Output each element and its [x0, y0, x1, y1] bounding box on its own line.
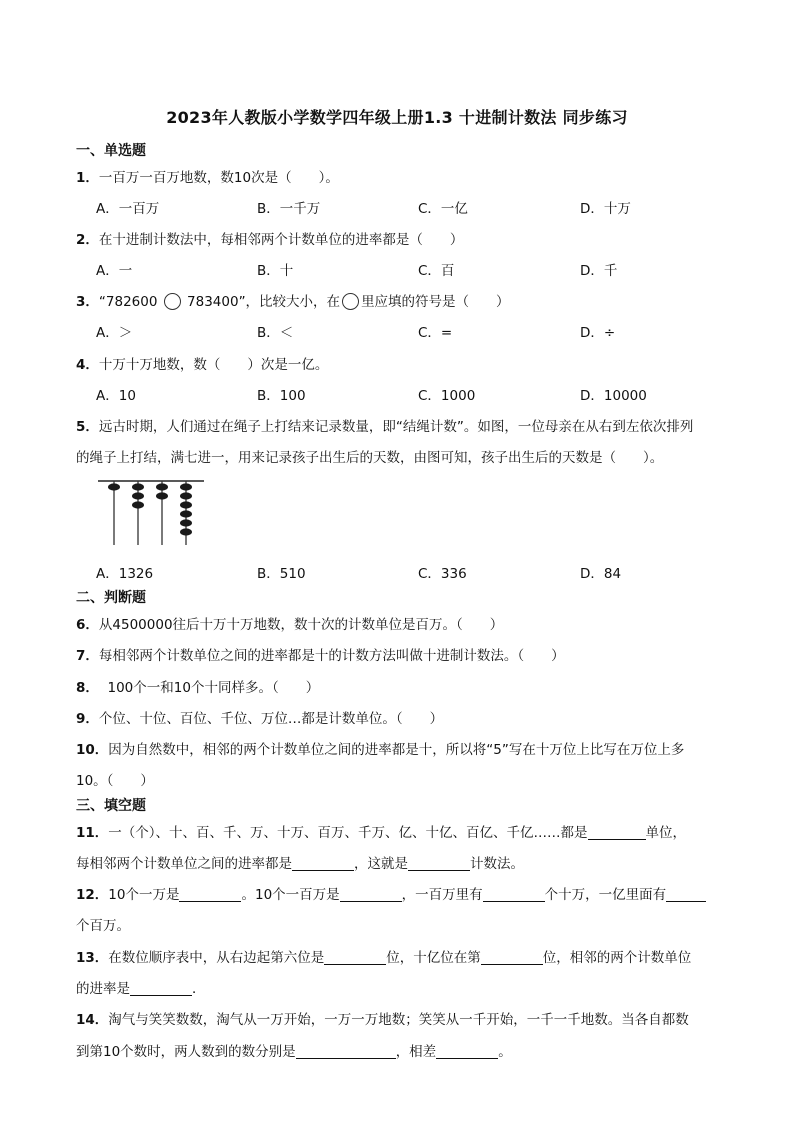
question-text: 位，相邻的两个计数单位: [542, 950, 692, 966]
question-14: [76, 1008, 689, 1028]
question-2: [76, 228, 463, 248]
question-text: 因为自然数中，相邻的两个计数单位之间的进率都是十，所以将“5”写在十万位上比写在万位上多: [108, 742, 685, 758]
question-text: 每相邻两个计数单位之间的进率都是: [76, 856, 292, 872]
question-number: 9．: [76, 711, 99, 727]
question-text: 十万十万地数，数（ ）次是一亿。: [98, 357, 329, 373]
question-number: 2．: [76, 232, 99, 248]
page-title: 2023年人教版小学数学四年级上册1.3 十进制计数法 同步练习: [166, 108, 628, 127]
answer-blank[interactable]: [179, 887, 241, 902]
question-text: ，一百万里有: [401, 887, 483, 903]
answer-blank[interactable]: [436, 1044, 498, 1059]
question-14-continued: [76, 1040, 512, 1060]
q3-option-c: C．=: [418, 325, 453, 341]
q4-option-d: D．10000: [580, 388, 647, 404]
question-5: [76, 415, 693, 435]
question-text: 在十进制计数法中，每相邻两个计数单位的进率都是（ ）: [98, 232, 464, 248]
question-text: 的进率是: [76, 981, 130, 997]
knot: [156, 492, 168, 499]
knotted-rope-figure: [98, 477, 208, 547]
question-text: ，相差: [395, 1044, 437, 1060]
question-text: 淘气与笑笑数数，淘气从一万开始，一万一万地数；笑笑从一千开始，一千一千地数。当各自都数: [108, 1012, 689, 1028]
q5-option-b: B．510: [257, 566, 306, 582]
question-text: 100个一和10个十同样多。（ ）: [107, 680, 320, 696]
q1-option-d: D．十万: [580, 201, 631, 217]
question-6: [76, 613, 503, 633]
knot: [132, 492, 144, 499]
question-text: 在数位顺序表中，从右边起第六位是: [108, 950, 325, 966]
section-heading-true-false: 二、判断题: [76, 590, 146, 606]
question-text: 单位，: [645, 825, 687, 841]
question-number: 6．: [76, 617, 99, 633]
question-number: 11．: [76, 825, 109, 841]
section-heading-single-choice: 一、单选题: [76, 143, 146, 159]
q2-option-a: A．一: [96, 263, 133, 279]
q3-option-a: A．＞: [96, 325, 133, 341]
question-7: [76, 644, 565, 664]
q2-option-c: C．百: [418, 263, 455, 279]
knot: [108, 483, 120, 490]
question-11-continued: [76, 852, 524, 872]
knot: [156, 483, 168, 490]
question-13: [76, 946, 691, 966]
answer-blank[interactable]: [296, 1044, 396, 1059]
answer-blank[interactable]: [483, 887, 545, 902]
q5-option-a: A．1326: [96, 566, 154, 582]
question-text: 每相邻两个计数单位之间的进率都是十的计数方法叫做十进制计数法。（ ）: [98, 648, 565, 664]
q4-option-b: B．100: [257, 388, 306, 404]
question-text: 里应填的符号是（ ）: [361, 294, 510, 310]
question-text: 。: [498, 1044, 512, 1060]
question-number: 5．: [76, 419, 99, 435]
knot: [132, 501, 144, 508]
question-text: ．: [192, 981, 206, 997]
section-heading-fill-in: 三、填空题: [76, 798, 146, 814]
question-number: 13．: [76, 950, 109, 966]
knot: [180, 501, 192, 508]
q3-option-d: D．÷: [580, 325, 616, 341]
question-number: 14．: [76, 1012, 109, 1028]
answer-blank[interactable]: [408, 856, 470, 871]
knot: [180, 519, 192, 526]
q1-option-b: B．一千万: [257, 201, 321, 217]
question-text: 位，十亿位在第: [386, 950, 481, 966]
q2-option-b: B．十: [257, 263, 294, 279]
q4-option-c: C．1000: [418, 388, 476, 404]
question-number: 7．: [76, 648, 99, 664]
question-text: 。10个一百万是: [241, 887, 340, 903]
question-number: 3．: [76, 294, 99, 310]
answer-blank[interactable]: [340, 887, 402, 902]
question-text: 一（个）、十、百、千、万、十万、百万、千万、亿、十亿、百亿、千亿……都是: [108, 825, 588, 841]
q2-option-d: D．千: [580, 263, 618, 279]
question-text: 计数法。: [470, 856, 524, 872]
question-text: 个位、十位、百位、千位、万位…都是计数单位。（ ）: [98, 711, 444, 727]
question-number: 10．: [76, 742, 109, 758]
knot: [180, 528, 192, 535]
knot: [180, 510, 192, 517]
question-text: 远古时期，人们通过在绳子上打结来记录数量，即“结绳计数”。如图，一位母亲在从右到左依次排列: [98, 419, 694, 435]
q3-option-b: B．＜: [257, 325, 294, 341]
question-number: 8．: [76, 680, 99, 696]
question-5-continued: 的绳子上打结，满七进一，用来记录孩子出生后的天数，由图可知，孩子出生后的天数是（ ）。: [76, 450, 664, 466]
question-text: 783400”，比较大小，在: [187, 294, 341, 310]
question-1: [76, 166, 339, 186]
answer-blank[interactable]: [481, 950, 543, 965]
question-text: “782600: [98, 294, 158, 310]
q5-option-d: D．84: [580, 566, 622, 582]
question-number: 4．: [76, 357, 99, 373]
question-10: [76, 738, 684, 758]
q4-option-a: A．10: [96, 388, 136, 404]
answer-blank[interactable]: [292, 856, 354, 871]
question-text: 10个一万是: [108, 887, 180, 903]
question-9: [76, 707, 443, 727]
knot: [180, 492, 192, 499]
q5-option-c: C．336: [418, 566, 467, 582]
question-10-continued: 10。（ ）: [76, 773, 154, 789]
question-text: 一百万一百万地数，数10次是（ ）。: [98, 170, 339, 186]
answer-blank[interactable]: [324, 950, 386, 965]
q1-option-c: C．一亿: [418, 201, 468, 217]
knot: [180, 483, 192, 490]
knot: [132, 483, 144, 490]
answer-blank[interactable]: [666, 887, 706, 902]
question-text: 个十万，一亿里面有: [544, 887, 667, 903]
answer-blank[interactable]: [130, 981, 192, 996]
question-4: [76, 353, 328, 373]
question-12-continued: 个百万。: [76, 918, 130, 934]
circle-blank-icon: [342, 293, 359, 310]
question-3: [76, 290, 510, 310]
question-number: 12．: [76, 887, 109, 903]
question-12: [76, 883, 706, 903]
question-13-continued: [76, 977, 206, 997]
question-text: 到第10个数时，两人数到的数分别是: [76, 1044, 296, 1060]
question-number: 1．: [76, 170, 99, 186]
question-11: [76, 821, 686, 841]
question-text: ，这就是: [354, 856, 408, 872]
question-text: 从4500000往后十万十万地数，数十次的计数单位是百万。（ ）: [98, 617, 504, 633]
q1-option-a: A．一百万: [96, 201, 160, 217]
answer-blank[interactable]: [588, 825, 646, 840]
circle-blank-icon: [164, 293, 181, 310]
question-8: [76, 676, 319, 696]
